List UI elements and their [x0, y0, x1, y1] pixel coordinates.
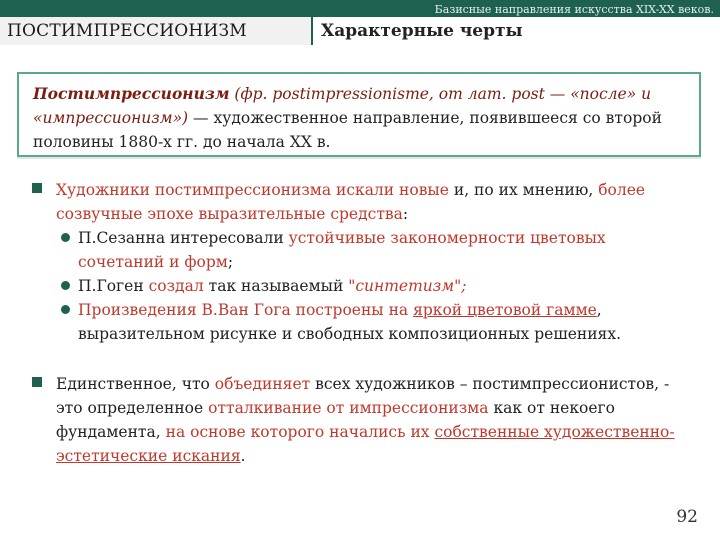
bullet-point-2 — [56, 372, 684, 468]
topic-tab: Характерные черты — [313, 17, 720, 45]
sub2-text-d: "синтетизм"; — [348, 277, 467, 295]
sub3-text-a: Произведения В.Ван Гога построены на — [78, 301, 414, 319]
sub3-text-c: , выразительном рисунке и свободных композиционных решениях. — [78, 301, 622, 343]
bullet2-text-d: отталкивание от импрессионизма — [208, 399, 489, 417]
bullet-point-1 — [56, 178, 684, 346]
bullet1-text-b: и, по их мнению, — [448, 181, 599, 199]
bullet2-text-h: . — [240, 447, 246, 465]
bullet1-text-a: Художники постимпрессионизма искали новые — [56, 181, 449, 199]
circle-bullet-icon — [61, 233, 70, 242]
sub2-text-b: создал — [148, 277, 204, 295]
bullet2-text-e: как от некоего фундамента, — [56, 399, 615, 441]
course-caption: Базисные направления искусства XIX-XX веков. — [434, 3, 714, 16]
square-bullet-icon — [32, 377, 42, 387]
bullet1-text-d: : — [402, 205, 409, 223]
definition-etymology: (фр. postimpressionisme, от лат. post — «после» и «импрессионизм») — [33, 85, 652, 127]
bullet2-text-b: объединяет — [214, 375, 311, 393]
sub-bullet-3 — [56, 298, 684, 346]
square-bullet-icon — [32, 183, 42, 193]
bullet2-text-a: Единственное, что — [56, 375, 215, 393]
sub2-text-a: П.Гоген — [78, 277, 149, 295]
circle-bullet-icon — [61, 305, 70, 314]
section-tab: ПОСТИМПРЕССИОНИЗМ — [0, 17, 311, 45]
bullet2-text-g: собственные художественно-эстетические искания — [56, 423, 675, 465]
sub1-text-a: П.Сезанна интересовали — [78, 229, 289, 247]
sub3-text-b: яркой цветовой гамме — [413, 301, 597, 319]
definition-term: Постимпрессионизм — [33, 84, 230, 103]
sub2-text-c: так называемый — [203, 277, 349, 295]
circle-bullet-icon — [61, 281, 70, 290]
sub1-text-c: ; — [227, 253, 234, 271]
page-number: 92 — [676, 507, 698, 527]
bullet2-text-c: всех художников – постимпрессионистов, - это определенное — [56, 375, 670, 417]
sub-bullet-1 — [56, 226, 684, 274]
definition-text: — художественное направление, появившееся со второй половины 1880-х гг. до начала XX в. — [33, 109, 662, 151]
sub-bullet-2 — [56, 274, 684, 298]
bullet2-text-f: на основе которого начались их — [165, 423, 435, 441]
bullet1-text-c: более созвучные эпохе выразительные средства — [56, 181, 646, 223]
sub1-text-b: устойчивые закономерности цветовых сочетаний и форм — [78, 229, 606, 271]
definition-box — [17, 72, 701, 157]
